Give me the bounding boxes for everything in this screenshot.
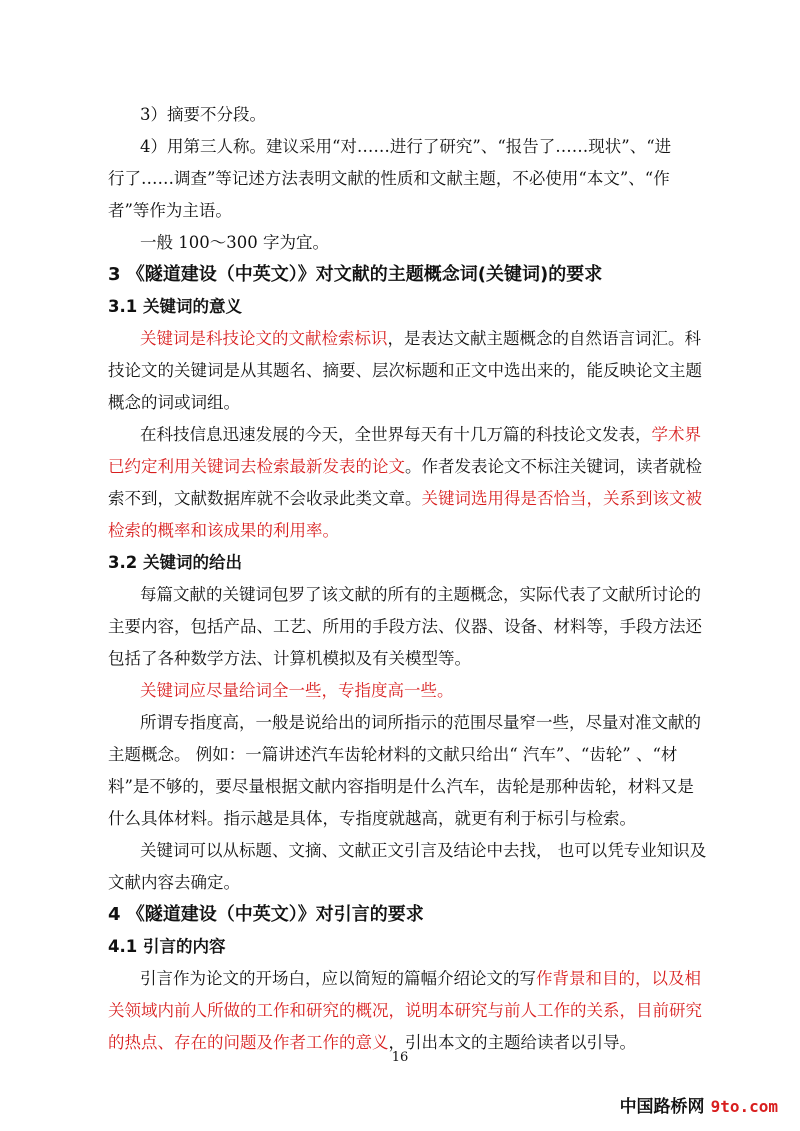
paragraph-line bbox=[108, 484, 702, 514]
highlighted-text: 关键词选用得是否恰当，关系到该文被 bbox=[421, 489, 702, 508]
text-run: 引言作为论文的开场白，应以简短的篇幅介绍论文的写 bbox=[140, 969, 536, 988]
highlighted-text: 学术界 bbox=[651, 425, 701, 444]
paragraph-line bbox=[140, 420, 730, 450]
text-run: 所谓专指度高，一般是说给出的词所指示的范围尽量窄一些，尽量对准文献的 bbox=[140, 713, 701, 732]
highlighted-text: 作背景和目的，以及相 bbox=[536, 969, 701, 988]
text-run: 索不到，文献数据库就不会收录此类文章。 bbox=[108, 489, 422, 508]
text-run: ，引出本文的主题给读者以引导。 bbox=[388, 1033, 636, 1052]
paragraph-line bbox=[108, 772, 698, 802]
paragraph-line bbox=[108, 868, 698, 898]
paragraph-line bbox=[140, 228, 730, 258]
text-run: 4）用第三人称。建议采用“对……进行了研究”、“报告了……现状”、“进 bbox=[140, 137, 672, 156]
page-number: 16 bbox=[391, 1050, 409, 1065]
text-run: 什么具体材料。指示越是具体，专指度就越高，就更有利于标引与检索。 bbox=[108, 809, 636, 828]
paragraph-line bbox=[108, 740, 698, 770]
paragraph-line bbox=[140, 324, 730, 354]
paragraph-line bbox=[140, 100, 730, 130]
highlighted-text: 关键词是科技论文的文献检索标识 bbox=[140, 329, 388, 348]
paragraph-line bbox=[108, 804, 698, 834]
paragraph-line bbox=[108, 388, 698, 418]
paragraph-line bbox=[108, 164, 698, 194]
section-heading bbox=[108, 260, 698, 290]
text-run: 4.1 引言的内容 bbox=[108, 937, 226, 956]
watermark-brand: 中国路桥网 bbox=[619, 1097, 705, 1117]
paragraph-line bbox=[108, 196, 698, 226]
subsection-heading bbox=[108, 292, 698, 322]
highlighted-text: 的热点、存在的问题及作者工作的意义 bbox=[108, 1033, 389, 1052]
watermark-url: 9to.com bbox=[710, 1097, 778, 1116]
text-run: 概念的词或词组。 bbox=[108, 393, 240, 412]
text-run: 关键词可以从标题、文摘、文献正文引言及结论中去找， 也可以凭专业知识及 bbox=[140, 841, 707, 860]
paragraph-line bbox=[108, 996, 702, 1026]
paragraph-line bbox=[108, 612, 702, 642]
section-heading bbox=[108, 900, 698, 930]
paragraph-line bbox=[140, 132, 730, 162]
highlighted-text: 已约定利用关键词去检索最新发表的论文 bbox=[108, 457, 405, 476]
text-run: 行了……调查”等记述方法表明文献的性质和文献主题，不必使用“本文”、“作 bbox=[108, 169, 670, 188]
text-run: 一般 100～300 字为宜。 bbox=[140, 233, 329, 252]
text-run: 技论文的关键词是从其题名、摘要、层次标题和正文中选出来的，能反映论文主题 bbox=[108, 361, 702, 380]
paragraph-line bbox=[108, 516, 698, 546]
text-run: 料”是不够的，要尽量根据文献内容指明是什么汽车，齿轮是那种齿轮，材料又是 bbox=[108, 777, 694, 796]
subsection-heading bbox=[108, 548, 698, 578]
paragraph-line bbox=[108, 356, 702, 386]
text-run: 。作者发表论文不标注关键词，读者就检 bbox=[405, 457, 702, 476]
text-run: 包括了各种数学方法、计算机模拟及有关模型等。 bbox=[108, 649, 471, 668]
text-run: 3）摘要不分段。 bbox=[140, 105, 266, 124]
highlighted-text: 关键词应尽量给词全一些，专指度高一些。 bbox=[140, 681, 454, 700]
paragraph-line bbox=[140, 580, 730, 610]
paragraph-line bbox=[140, 836, 730, 866]
text-run: 每篇文献的关键词包罗了该文献的所有的主题概念，实际代表了文献所讨论的 bbox=[140, 585, 701, 604]
site-watermark bbox=[620, 1095, 778, 1119]
subsection-heading bbox=[108, 932, 698, 962]
text-run: 者”等作为主语。 bbox=[108, 201, 232, 220]
text-run: 3.1 关键词的意义 bbox=[108, 297, 242, 316]
text-run: 4 《隧道建设（中英文）》对引言的要求 bbox=[108, 904, 424, 925]
text-run: 3.2 关键词的给出 bbox=[108, 553, 242, 572]
paragraph-line bbox=[108, 644, 698, 674]
highlighted-text: 检索的概率和该成果的利用率。 bbox=[108, 521, 339, 540]
text-run: 在科技信息迅速发展的今天，全世界每天有十几万篇的科技论文发表， bbox=[140, 425, 652, 444]
paragraph-line bbox=[140, 964, 730, 994]
paragraph-line bbox=[140, 676, 730, 706]
text-run: 3 《隧道建设（中英文）》对文献的主题概念词(关键词)的要求 bbox=[108, 264, 603, 285]
highlighted-text: 关领域内前人所做的工作和研究的概况，说明本研究与前人工作的关系，目前研究 bbox=[108, 1001, 702, 1020]
text-run: 主要内容，包括产品、工艺、所用的手段方法、仪器、设备、材料等，手段方法还 bbox=[108, 617, 702, 636]
text-run: 主题概念。 例如：一篇讲述汽车齿轮材料的文献只给出“ 汽车”、“齿轮” 、“材 bbox=[108, 745, 678, 764]
text-run: 文献内容去确定。 bbox=[108, 873, 240, 892]
text-run: ，是表达文献主题概念的自然语言词汇。科 bbox=[387, 329, 701, 348]
paragraph-line bbox=[140, 708, 730, 738]
paragraph-line bbox=[108, 452, 702, 482]
